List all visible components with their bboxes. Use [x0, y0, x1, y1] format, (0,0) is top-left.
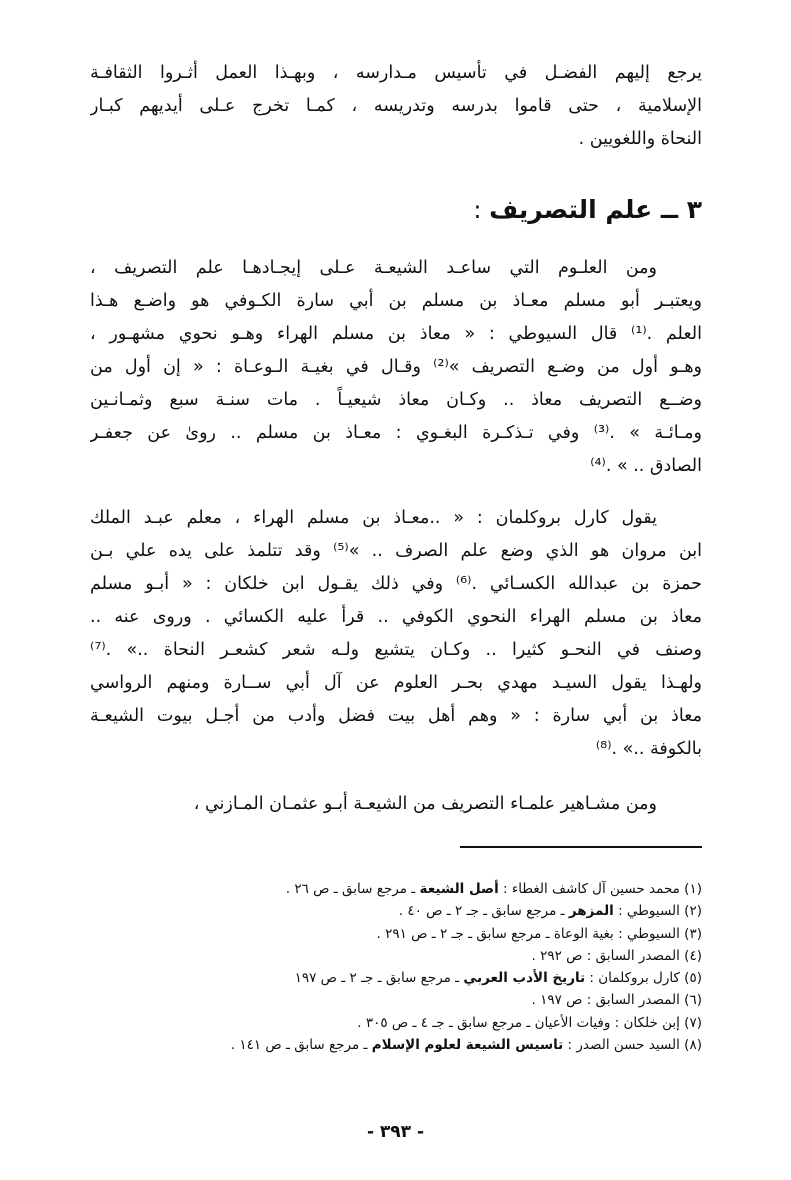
text-line: ومن العلـوم التي ساعـد الشيعـة عـلى إيجـادهـا علم التصريف ،: [90, 258, 657, 278]
section-title: ٣ ــ علم التصريف: [489, 195, 702, 224]
footnote-text: (٥) كارل بروكلمان :: [585, 970, 702, 987]
footnote: [110, 1012, 702, 1034]
text-line: ومـائـة » .⁽³⁾ وفي تـذكـرة البغـوي : معـاذ بن مسلم .. روىٰ عن جعفـر: [90, 423, 702, 443]
footnote-text: (٦) المصدر السابق : ص ١٩٧ .: [531, 992, 702, 1009]
footnote-text: (١) محمد حسين آل كاشف الغطاء :: [498, 881, 702, 897]
footnotes: [110, 878, 702, 1056]
text-line: الإسلامية ، حتى قاموا بدرسه وتدريسه ، كمـا تخرج عـلى أيديهم كبـار: [90, 96, 702, 116]
section-heading: [90, 190, 702, 230]
text-line: بالكوفة ..» .⁽⁸⁾: [595, 739, 702, 759]
footnote-text: ـ مرجع سابق ـ جـ ٢ ـ ص ٤٠ .: [398, 903, 569, 920]
footnote-text: (٤) المصدر السابق : ص ٢٩٢ .: [531, 947, 702, 964]
text-line: ابن مروان هو الذي وضع علم الصرف .. »⁽⁵⁾ وقد تتلمذ على يده علي بـن: [90, 541, 702, 561]
footnote-text: (٣) السيوطي : بغية الوعاة ـ مرجع سابق ـ جـ ٢ ـ ص ٢٩١ .: [376, 925, 702, 942]
text-line: ومن مشـاهير علمـاء التصريف من الشيعـة أبـو عثمـان المـازني ،: [193, 794, 657, 814]
text-line: حمزة بن عبدالله الكسـائي .⁽⁶⁾ وفي ذلك يقـول ابن خلكان : « أبـو مسلم: [90, 574, 702, 594]
footnote: [110, 878, 702, 900]
footnote-text: (٢) السيوطي :: [613, 903, 702, 920]
footnote: [110, 989, 702, 1011]
text-line: معاذ بن مسلم الهراء النحوي الكوفي .. قرأ عليه الكسائي . وروى عنه ..: [90, 607, 702, 627]
footnote-title: أصل الشيعة: [419, 881, 499, 897]
footnote-title: المزهر: [568, 903, 614, 920]
page-number: - ٣٩٣ -: [366, 1122, 425, 1142]
text-line: وهـو أول من وضـع التصريف »⁽²⁾ وقـال في بغيـة الـوعـاة : « إن أول من: [90, 357, 702, 377]
footnote-separator: [460, 846, 702, 848]
text-line: ويعتبـر أبو مسلم معـاذ بن مسلم بن أبي سارة الكـوفي هو واضـع هـذا: [90, 291, 702, 311]
footnote-text: ـ مرجع سابق ـ جـ ٢ ـ ص ١٩٧: [294, 970, 464, 987]
intro-paragraph: [90, 57, 702, 156]
footnote-text: (٧) إبن خلكان : وفيات الأعيان ـ مرجع سابق ـ جـ ٤ ـ ص ٣٠٥ .: [357, 1014, 702, 1031]
footnote-text: ـ مرجع سابق ـ ص ٢٦ .: [285, 881, 420, 897]
footnote: [110, 923, 702, 945]
footnote-text: (٨) السيد حسن الصدر :: [563, 1037, 702, 1054]
text-line: معاذ بن أبي سارة : « وهم أهل بيت فضل وأدب من أجـل بيوت الشيعـة: [90, 706, 702, 726]
text-line: يقول كارل بروكلمان : « ..معـاذ بن مسلم الهراء ، معلم عبـد الملك: [90, 508, 657, 528]
footnote: [110, 945, 702, 967]
text-line: وصنف في النحـو كثيرا .. وكـان يتشيع ولـه شعر كشعـر النحاة ..» .⁽⁷⁾: [90, 640, 702, 660]
footnote: [110, 1034, 702, 1056]
text-line: العلم .⁽¹⁾ قال السيوطي : « معاذ بن مسلم الهراء وهـو نحوي مشهـور ،: [90, 324, 702, 344]
footnote: [110, 900, 702, 922]
text-line: وضــع التصريف معاذ .. وكـان معاذ شيعيـاً . مات سنـة سبع وثمـانـين: [90, 390, 702, 410]
section-colon: :: [473, 196, 482, 224]
text-line: ولهـذا يقول السيـد مهدي بحـر العلوم عن آل أبي ســارة ومنهم الرواسي: [90, 673, 702, 693]
text-line: النحاة واللغويين .: [578, 129, 702, 149]
text-line: يرجع إليهم الفضـل في تأسيس مـدارسه ، وبهـذا العمل أثـروا الثقافـة: [90, 63, 702, 83]
footnote-title: تاسيس الشيعة لعلوم الإسلام: [371, 1037, 564, 1054]
footnote: [110, 967, 702, 989]
text-line: الصادق .. » .⁽⁴⁾: [590, 456, 702, 476]
paragraph-2: [90, 502, 702, 766]
paragraph-1: [90, 252, 702, 483]
footnote-text: ـ مرجع سابق ـ ص ١٤١ .: [230, 1037, 372, 1054]
footnote-title: تاريخ الأدب العربي: [463, 970, 586, 987]
paragraph-3: [90, 788, 702, 821]
